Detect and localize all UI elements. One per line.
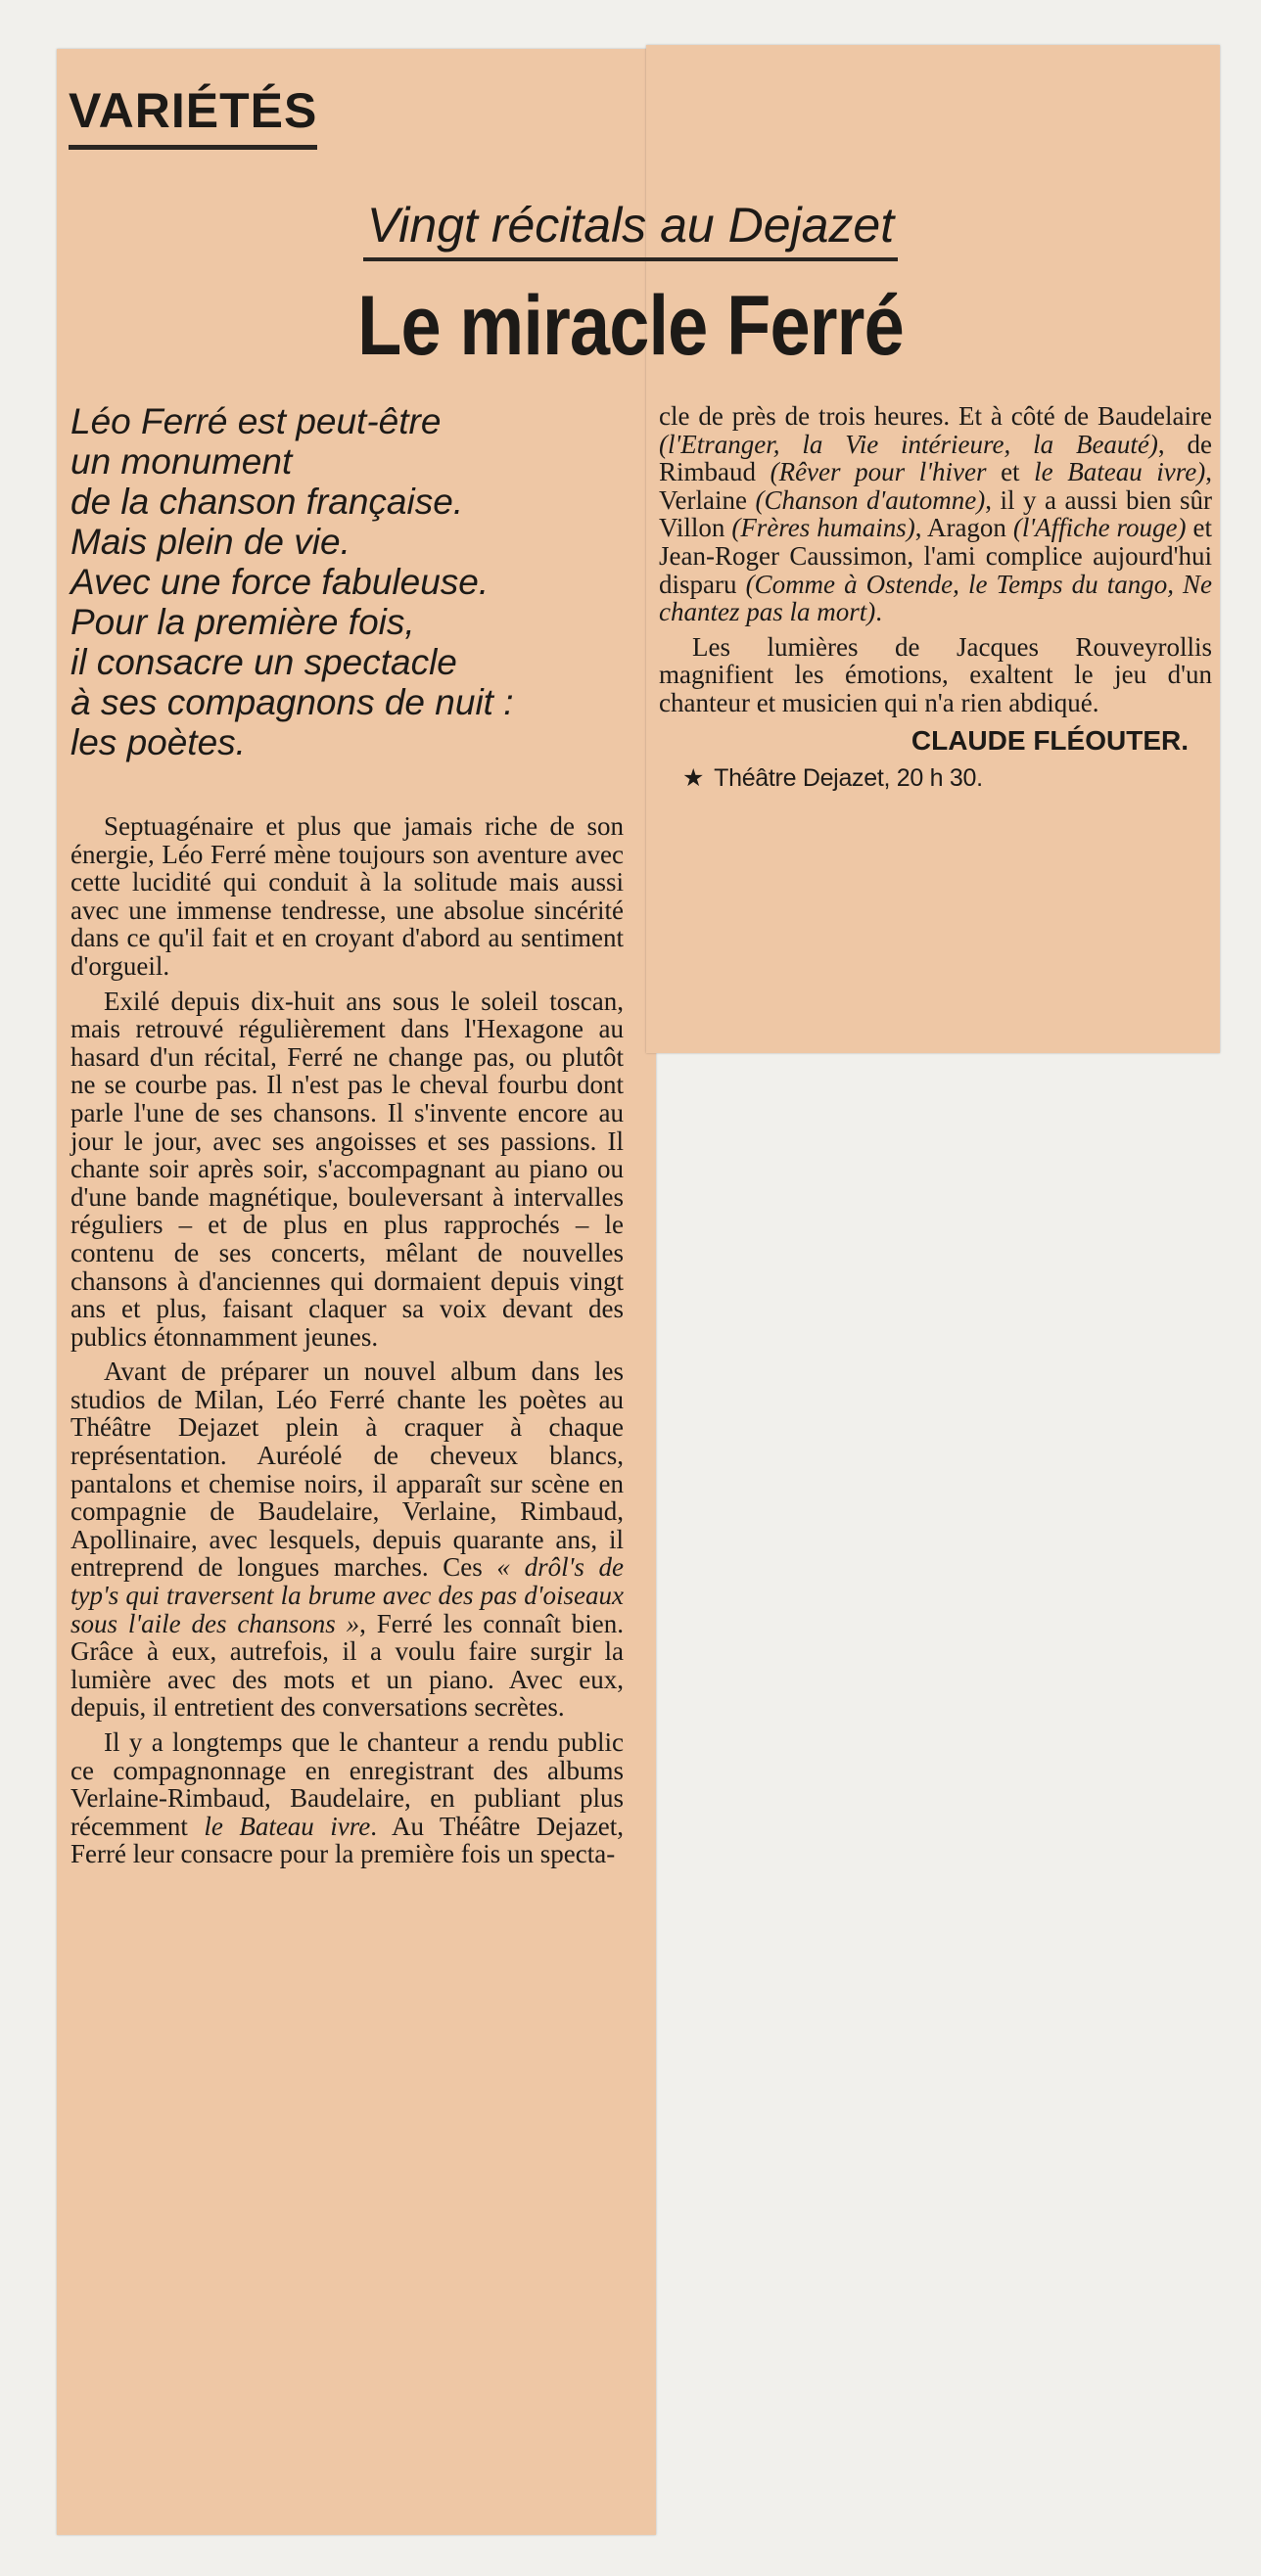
article-headline: Le miracle Ferré xyxy=(357,279,904,373)
chapeau-line: Mais plein de vie. xyxy=(70,522,350,562)
venue-info xyxy=(682,764,1212,793)
chapeau-line: Avec une force fabuleuse. xyxy=(70,562,490,602)
title-run: le Bateau ivre xyxy=(204,1811,371,1841)
author-signature: CLAUDE FLÉOUTER. xyxy=(911,724,1189,756)
chapeau-line: Pour la première fois, xyxy=(70,602,415,642)
body-paragraph: Les lumières de Jacques Rouveyrollis magnifient les émotions, exaltent le jeu d'un chanteur et musicien qui n'a rien abdiqué. xyxy=(659,631,1212,717)
chapeau-line: les poètes. xyxy=(70,722,246,762)
title-run: le Bateau ivre) xyxy=(1034,457,1206,487)
title-run: (Rêver pour l'hiver xyxy=(770,457,987,487)
text-run: , Verlaine xyxy=(659,457,1213,515)
text-run: , Ferré les connaît bien. Grâce à eux, autrefois, il a voulu faire surgir la lumière avec des mots et un piano. Avec eux, depuis, il entretient des conversations secrètes. xyxy=(70,1608,624,1723)
chapeau-line: il consacre un spectacle xyxy=(70,642,457,682)
chapeau-line: Léo Ferré est peut-être xyxy=(70,401,442,441)
article-chapeau xyxy=(70,401,638,762)
body-paragraph: Septuagénaire et plus que jamais riche de son énergie, Léo Ferré mène toujours son aventure avec cette lucidité qui conduit à la solitude mais aussi avec une immense tendresse, une absolue sincérité dans ce qu'il fait et en croyant d'abord au sentiment d'orgueil. xyxy=(70,811,624,981)
body-paragraph: Exilé depuis dix-huit ans sous le soleil toscan, mais retrouvé régulièrement dans l'Hexagone au hasard d'un récital, Ferré ne change pas, ou plutôt ne se courbe pas. Il n'est pas le cheval fourbu dont parle l'une de ses chansons. Il s'invente encore au jour le jour, avec ses angoisses et ses passions. Il chante soir après soir, s'accompagnant au piano ou d'une bande magnétique, bouleversant à intervalles réguliers – et de plus en plus rapprochés – le contenu de ses concerts, mêlant de nouvelles chansons à d'anciennes qui dormaient depuis vingt ans et plus, faisant claquer sa voix devant des publics étonnamment jeunes. xyxy=(70,986,624,1352)
quote-run: « drôl's de typ's qui traversent la brume avec des pas d'oiseaux sous l'aile des chansons » xyxy=(70,1552,624,1638)
chapeau-line: à ses compagnons de nuit : xyxy=(70,682,514,722)
body-paragraph xyxy=(70,1728,624,1868)
text-run: et Jean-Roger Caussimon, l'ami complice aujourd'hui disparu xyxy=(659,513,1212,599)
text-run: , il y a aussi bien sûr Villon xyxy=(659,484,1212,543)
text-run: , Aragon xyxy=(914,513,1013,543)
title-run: (Comme à Ostende, le Temps du tango, Ne chantez pas la mort) xyxy=(659,569,1213,627)
text-run: . Au Théâtre Dejazet, Ferré leur consacre pour la première fois un specta- xyxy=(70,1811,624,1869)
chapeau-line: un monument xyxy=(70,441,293,482)
body-paragraph xyxy=(70,1357,624,1722)
star-icon: ★ xyxy=(682,764,705,793)
title-run: (l'Etranger, la Vie intérieure, la Beauté) xyxy=(659,429,1158,459)
kicker-text: Vingt récitals au Dejazet xyxy=(363,201,898,261)
body-column-left xyxy=(70,812,624,1875)
text-run: Il y a longtemps que le chanteur a rendu public ce compagnonnage en enregistrant des albums Verlaine-Rimbaud, Baudelaire, en publiant plus récemment xyxy=(70,1727,624,1841)
text-run: , de Rimbaud xyxy=(659,429,1213,487)
article-kicker xyxy=(0,198,1261,261)
title-run: (Frères humains) xyxy=(731,513,915,543)
text-run: et xyxy=(986,457,1035,487)
body-column-right xyxy=(659,402,1212,793)
chapeau-line: de la chanson française. xyxy=(70,482,464,522)
venue-text: Théâtre Dejazet, 20 h 30. xyxy=(714,764,983,793)
title-run: (l'Affiche rouge) xyxy=(1012,513,1187,543)
section-rubric: VARIÉTÉS xyxy=(69,86,317,150)
body-paragraph xyxy=(659,402,1212,626)
text-run: cle de près de trois heures. Et à côté de Baudelaire xyxy=(659,401,1212,431)
text-run: Avant de préparer un nouvel album dans les studios de Milan, Léo Ferré chante les poètes au Théâtre Dejazet plein à craquer à chaque représentation. Auréolé de cheveux blancs, pantalons et chemise noirs, il apparaît sur scène en compagnie de Baudelaire, Verlaine, Rimbaud, Apollinaire, avec lesquels, depuis quarante ans, il entreprend de longues marches. Ces xyxy=(70,1357,624,1583)
title-run: (Chanson d'automne) xyxy=(755,484,986,515)
text-run: . xyxy=(875,597,882,627)
